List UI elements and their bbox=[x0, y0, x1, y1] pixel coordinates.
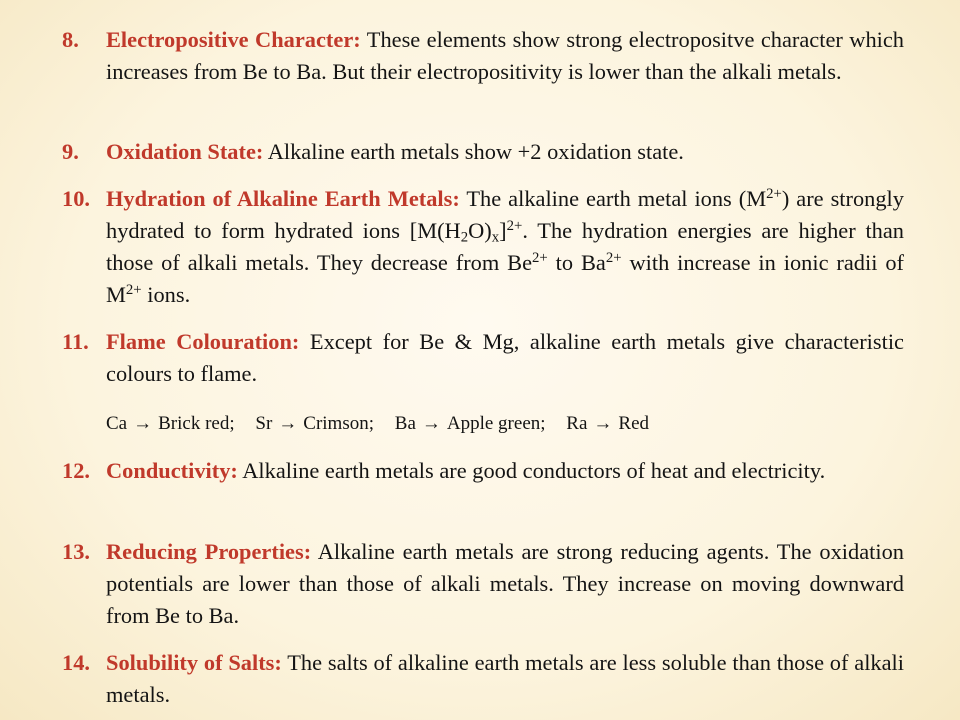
item-number: 11. bbox=[62, 329, 89, 354]
item-body bbox=[106, 183, 904, 311]
item-text: O) bbox=[468, 218, 492, 243]
item-number: 9. bbox=[62, 139, 79, 164]
item-body bbox=[106, 326, 904, 390]
item-number: 14. bbox=[62, 650, 90, 675]
flame-element: Ra bbox=[566, 413, 588, 434]
charge-superscript: 2+ bbox=[605, 249, 622, 266]
flame-element: Sr bbox=[255, 413, 273, 434]
item-text: The salts of alkaline earth metals are less soluble than those of alkali metals. bbox=[106, 650, 904, 707]
item-number: 10. bbox=[62, 186, 90, 211]
item-number: 8. bbox=[62, 27, 79, 52]
flame-colour: Apple green; bbox=[446, 413, 546, 434]
item-text: to Ba bbox=[547, 250, 606, 275]
item-body bbox=[106, 455, 904, 487]
flame-colour: Red bbox=[618, 413, 649, 434]
item-text: These elements show strong electropositve character which increases from Be to Ba. But their electropositivity is lower than the alkali metals. bbox=[106, 27, 904, 84]
charge-superscript: 2+ bbox=[532, 249, 548, 266]
right-arrow-icon: → bbox=[133, 413, 153, 434]
item-text: Alkaline earth metals show +2 oxidation state. bbox=[263, 139, 684, 164]
flame-sr bbox=[255, 410, 374, 438]
item-text: Except for Be & Mg, alkaline earth metals give characteristic colours to flame. bbox=[106, 329, 904, 386]
item-heading: Electropositive Character: bbox=[106, 27, 361, 52]
flame-colours-line bbox=[106, 410, 906, 438]
flame-ca bbox=[106, 410, 235, 438]
subscript: 2 bbox=[460, 229, 469, 246]
item-heading: Solubility of Salts: bbox=[106, 650, 282, 675]
charge-superscript: 2+ bbox=[506, 217, 523, 234]
item-heading: Hydration of Alkaline Earth Metals: bbox=[106, 186, 460, 211]
subscript: x bbox=[491, 229, 500, 246]
item-heading: Reducing Properties: bbox=[106, 539, 312, 564]
item-heading: Flame Colouration: bbox=[106, 329, 300, 354]
right-arrow-icon: → bbox=[421, 413, 441, 434]
item-text: ions. bbox=[141, 282, 191, 307]
flame-element: Ca bbox=[106, 413, 128, 434]
flame-colour: Crimson; bbox=[303, 413, 375, 434]
charge-superscript: 2+ bbox=[125, 281, 142, 298]
item-body bbox=[106, 647, 904, 711]
item-text: Alkaline earth metals are strong reducing agents. The oxidation potentials are lower than those of alkali metals. They increase on moving downward from Be to Ba. bbox=[106, 539, 904, 628]
right-arrow-icon: → bbox=[278, 413, 298, 434]
charge-superscript: 2+ bbox=[766, 185, 782, 202]
item-text: The alkaline earth metal ions (M bbox=[459, 186, 767, 211]
item-text: . The hydration energies are higher than those of alkali metals. They decrease from Be bbox=[106, 218, 904, 275]
item-number: 13. bbox=[62, 539, 90, 564]
right-arrow-icon: → bbox=[593, 413, 613, 434]
item-text: Alkaline earth metals are good conductors of heat and electricity. bbox=[237, 458, 826, 483]
flame-ba bbox=[395, 410, 546, 438]
item-text: ) are strongly hydrated to form hydrated ions [M(H bbox=[106, 186, 904, 243]
item-body bbox=[106, 136, 904, 168]
item-heading: Oxidation State: bbox=[106, 139, 264, 164]
item-body bbox=[106, 536, 904, 632]
flame-colour: Brick red; bbox=[158, 413, 235, 434]
item-body bbox=[106, 24, 904, 88]
item-text: with increase in ionic radii of M bbox=[106, 250, 904, 307]
item-text: ] bbox=[499, 218, 507, 243]
flame-element: Ba bbox=[394, 413, 416, 434]
item-heading: Conductivity: bbox=[106, 458, 238, 483]
item-number: 12. bbox=[62, 458, 90, 483]
flame-ra bbox=[566, 410, 649, 438]
